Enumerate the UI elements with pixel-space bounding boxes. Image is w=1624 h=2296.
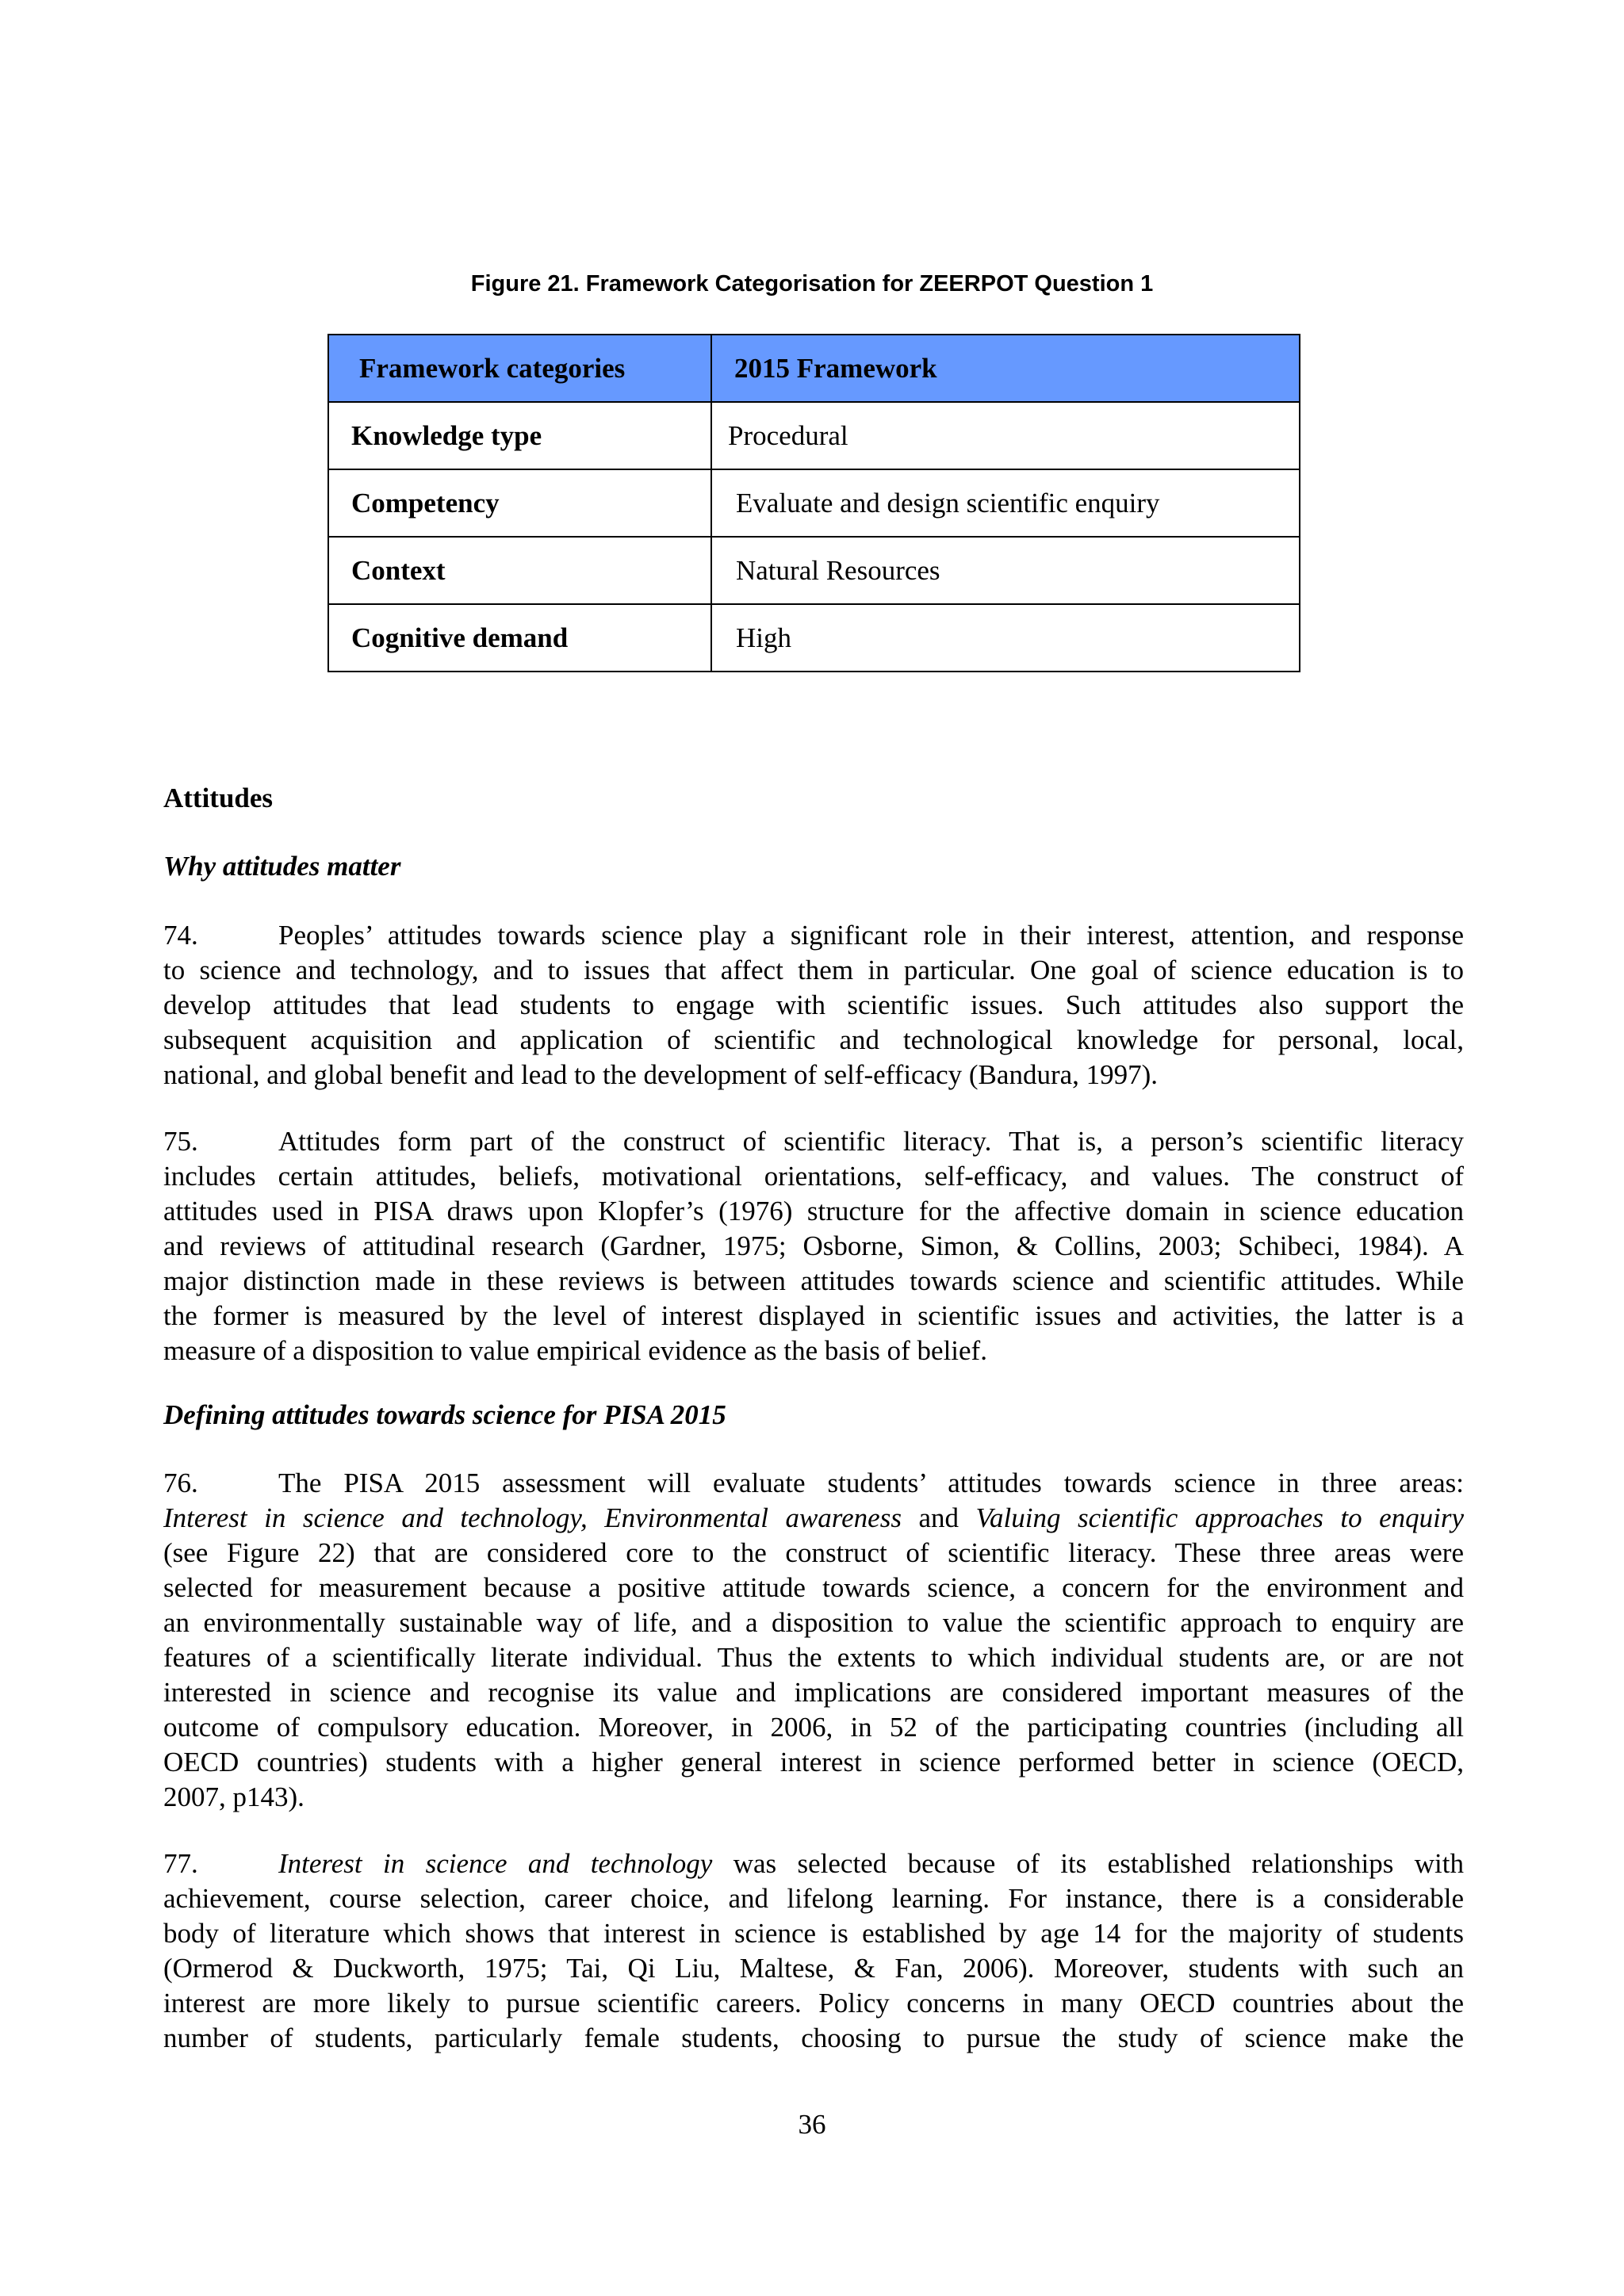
paragraph-line <box>163 1501 1464 1536</box>
section-heading-attitudes: Attitudes <box>163 783 274 813</box>
paragraph-line: the former is measured by the level of interest displayed in scientific issues and activities, the latter is a <box>163 1300 1464 1331</box>
table-cell-value: Natural Resources <box>711 537 1300 604</box>
framework-table <box>327 334 1300 672</box>
paragraph-line: 2007, p143). <box>163 1781 304 1812</box>
table-row <box>328 604 1300 672</box>
subheading-why-attitudes-matter: Why attitudes matter <box>163 851 401 882</box>
italic-term: Interest in science and technology <box>278 1848 713 1879</box>
paragraph-line: OECD countries) students with a higher general interest in science performed better in science (OECD, <box>163 1747 1464 1777</box>
paragraph-77 <box>163 1846 1464 2056</box>
paragraph-line: features of a scientifically literate individual. Thus the extents to which individual students are, or are not <box>163 1642 1464 1673</box>
table-cell-category: Cognitive demand <box>328 604 711 672</box>
italic-term: Valuing scientific approaches to enquiry <box>975 1502 1464 1533</box>
table-row <box>328 537 1300 604</box>
paragraph-line: national, and global benefit and lead to the development of self-efficacy (Bandura, 1997). <box>163 1059 1159 1090</box>
paragraph-line: includes certain attitudes, beliefs, motivational orientations, self-efficacy, and values. The construct of <box>163 1161 1464 1192</box>
paragraph-line: outcome of compulsory education. Moreover, in 2006, in 52 of the participating countries (including all <box>163 1712 1464 1743</box>
paragraph-line: body of literature which shows that interest in science is established by age 14 for the majority of students <box>163 1918 1464 1949</box>
paragraph-74 <box>163 918 1464 1093</box>
paragraph-text: The PISA 2015 assessment will evaluate students’ attitudes towards science in three areas: <box>278 1468 1464 1498</box>
paragraph-line <box>163 918 1464 953</box>
table-cell-value: Procedural <box>711 402 1300 469</box>
paragraph-line: achievement, course selection, career choice, and lifelong learning. For instance, there is a considerable <box>163 1883 1464 1914</box>
paragraph-line: an environmentally sustainable way of life, and a disposition to value the scientific approach to enquiry are <box>163 1607 1464 1638</box>
table-row <box>328 402 1300 469</box>
paragraph-line: interest are more likely to pursue scientific careers. Policy concerns in many OECD countries about the <box>163 1988 1464 2019</box>
table-header-cell: 2015 Framework <box>711 335 1300 402</box>
paragraph-line: (see Figure 22) that are considered core to the construct of scientific literacy. These three areas were <box>163 1537 1464 1568</box>
table-cell-category: Context <box>328 537 711 604</box>
paragraph-text: and <box>901 1502 976 1533</box>
paragraph-line: major distinction made in these reviews is between attitudes towards science and scientific attitudes. While <box>163 1265 1464 1296</box>
paragraph-text: Attitudes form part of the construct of scientific literacy. That is, a person’s scientific literacy <box>278 1126 1464 1157</box>
table-header-cell: Framework categories <box>328 335 711 402</box>
table-cell-value: Evaluate and design scientific enquiry <box>711 469 1300 537</box>
paragraph-line: selected for measurement because a positive attitude towards science, a concern for the environment and <box>163 1572 1464 1603</box>
paragraph-number: 77. <box>163 1848 198 1879</box>
paragraph-line: interested in science and recognise its value and implications are considered important measures of the <box>163 1677 1464 1708</box>
figure-caption: Figure 21. Framework Categorisation for ZEERPOT Question 1 <box>470 271 1154 297</box>
paragraph-line: and reviews of attitudinal research (Gardner, 1975; Osborne, Simon, & Collins, 2003; Schibeci, 1984). A <box>163 1230 1464 1261</box>
table-cell-category: Knowledge type <box>328 402 711 469</box>
paragraph-number: 74. <box>163 920 198 951</box>
paragraph-text: Peoples’ attitudes towards science play a significant role in their interest, attention, and response <box>278 920 1464 951</box>
paragraph-number: 76. <box>163 1468 198 1498</box>
italic-term: Interest in science and technology, Environmental awareness <box>163 1502 902 1533</box>
subheading-defining-attitudes: Defining attitudes towards science for PISA 2015 <box>163 1399 726 1430</box>
paragraph-number: 75. <box>163 1126 198 1157</box>
paragraph-line: attitudes used in PISA draws upon Klopfer’s (1976) structure for the affective domain in science education <box>163 1196 1464 1226</box>
paragraph-line <box>163 1124 1464 1159</box>
paragraph-line: number of students, particularly female students, choosing to pursue the study of science make the <box>163 2022 1464 2053</box>
page-number: 36 <box>798 2109 826 2140</box>
paragraph-line <box>163 1846 1464 1881</box>
paragraph-76 <box>163 1466 1464 1815</box>
table-header-row <box>328 335 1300 402</box>
paragraph-line: subsequent acquisition and application of scientific and technological knowledge for personal, local, <box>163 1024 1464 1055</box>
table-cell-value: High <box>711 604 1300 672</box>
table-row <box>328 469 1300 537</box>
table-cell-category: Competency <box>328 469 711 537</box>
paragraph-line: (Ormerod & Duckworth, 1975; Tai, Qi Liu, Maltese, & Fan, 2006). Moreover, students with such an <box>163 1953 1464 1984</box>
paragraph-line: to science and technology, and to issues that affect them in particular. One goal of science education is to <box>163 955 1464 985</box>
paragraph-line: measure of a disposition to value empirical evidence as the basis of belief. <box>163 1335 987 1366</box>
paragraph-text: was selected because of its established relationships with <box>712 1848 1464 1879</box>
paragraph-line <box>163 1466 1464 1501</box>
paragraph-75 <box>163 1124 1464 1368</box>
paragraph-line: develop attitudes that lead students to engage with scientific issues. Such attitudes also support the <box>163 989 1464 1020</box>
